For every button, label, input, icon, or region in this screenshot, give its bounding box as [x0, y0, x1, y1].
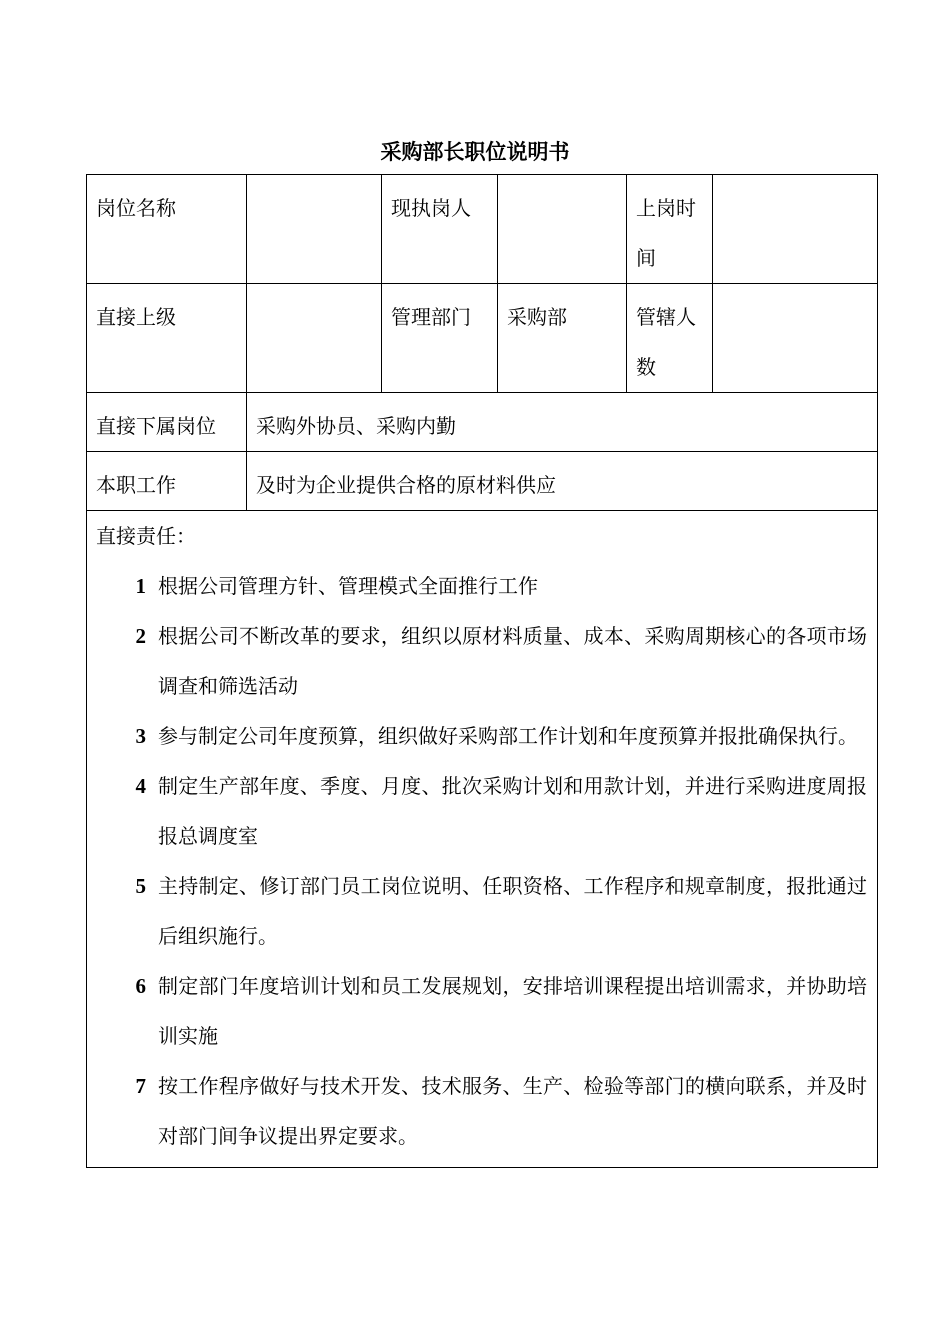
- job-description-table: [86, 174, 878, 1168]
- duty-item: [96, 1061, 867, 1161]
- duty-item: [96, 961, 867, 1061]
- core-work-label: 本职工作: [87, 452, 247, 511]
- core-work-value: 及时为企业提供合格的原材料供应: [247, 452, 878, 511]
- subordinates-label: 直接下属岗位: [87, 393, 247, 452]
- duty-number: 5: [135, 874, 146, 898]
- table-row: [87, 284, 878, 393]
- duty-item: [96, 561, 867, 611]
- subordinates-value: 采购外协员、采购内勤: [247, 393, 878, 452]
- headcount-value: [713, 284, 878, 393]
- direct-superior-value: [247, 284, 382, 393]
- duties-heading: 直接责任：: [96, 524, 196, 548]
- start-time-value: [713, 175, 878, 284]
- table-row: [87, 175, 878, 284]
- duty-text: 按工作程序做好与技术开发、技术服务、生产、检验等部门的横向联系，并及时对部门间争议提出界定要求。: [158, 1074, 867, 1148]
- duty-text: 根据公司不断改革的要求，组织以原材料质量、成本、采购周期核心的各项市场调查和筛选活动: [158, 624, 867, 698]
- duty-number: 1: [135, 574, 146, 598]
- duty-item: [96, 761, 867, 861]
- direct-superior-label: 直接上级: [87, 284, 247, 393]
- current-holder-label: 现执岗人: [382, 175, 498, 284]
- document-title: 采购部长职位说明书: [380, 139, 570, 164]
- duty-number: 7: [135, 1074, 146, 1098]
- duty-number: 3: [135, 724, 146, 748]
- position-name-value: [247, 175, 382, 284]
- duty-text: 制定生产部年度、季度、月度、批次采购计划和用款计划，并进行采购进度周报报总调度室: [158, 774, 867, 848]
- table-row: [87, 452, 878, 511]
- start-time-label: 上岗时间: [627, 175, 713, 284]
- duty-item: [96, 861, 867, 961]
- managing-dept-value: 采购部: [498, 284, 627, 393]
- table-row: [87, 393, 878, 452]
- duty-item: [96, 711, 867, 761]
- position-name-label: 岗位名称: [87, 175, 247, 284]
- table-row: [87, 511, 878, 1168]
- duty-text: 制定部门年度培训计划和员工发展规划，安排培训课程提出培训需求，并协助培训实施: [158, 974, 867, 1048]
- current-holder-value: [498, 175, 627, 284]
- duty-item: [96, 611, 867, 711]
- duty-text: 参与制定公司年度预算，组织做好采购部工作计划和年度预算并报批确保执行。: [158, 724, 858, 748]
- managing-dept-label: 管理部门: [382, 284, 498, 393]
- duty-number: 6: [135, 974, 146, 998]
- duty-number: 2: [135, 624, 146, 648]
- duty-text: 根据公司管理方针、管理模式全面推行工作: [158, 574, 538, 598]
- duty-text: 主持制定、修订部门员工岗位说明、任职资格、工作程序和规章制度，报批通过后组织施行。: [158, 874, 867, 948]
- duties-cell: [87, 511, 878, 1168]
- headcount-label: 管辖人数: [627, 284, 713, 393]
- duty-number: 4: [135, 774, 146, 798]
